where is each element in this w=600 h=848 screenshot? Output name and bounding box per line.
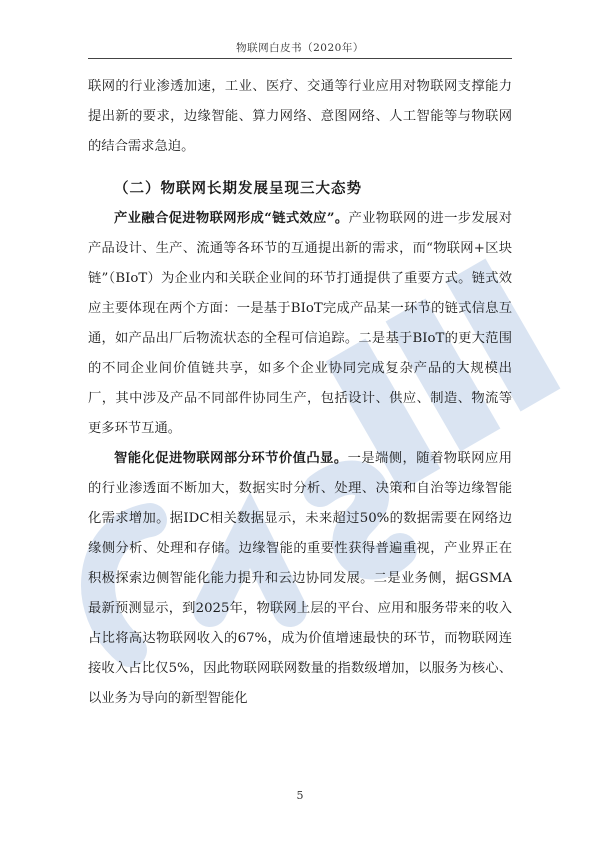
running-header: 物联网白皮书（2020年）	[236, 42, 364, 54]
paragraph-lead-chain-effect: 产业融合促进物联网形成“链式效应”。	[114, 211, 349, 226]
page-body	[88, 72, 512, 714]
paragraph-intelligence	[88, 444, 512, 714]
paragraph-body-intelligence: 一是端侧，随着物联网应用的行业渗透面不断加大，数据实时分析、处理、决策和自治等边缘智能化需求增加。据IDC相关数据显示，未来超过50%的数据需要在网络边缘侧分析、处理和存储。边缘智能的重要性获得普遍重视，产业界正在积极探索边侧智能化能力提升和云边协同发展。二是业务侧，据GSMA最新预测显示，到2025年，物联网上层的平台、应用和服务带来的收入占比将高达物联网收入的67%，成为价值增速最快的环节，而物联网连接收入占比仅5%，因此物联网联网数量的指数级增加，以服务为核心、以业务为导向的新型智能化	[88, 451, 513, 706]
paragraph-lead-intelligence: 智能化促进物联网部分环节价值凸显。	[114, 451, 348, 466]
section-heading: （二）物联网长期发展呈现三大态势	[114, 180, 362, 197]
header-divider	[88, 58, 512, 59]
paragraph-intro: 联网的行业渗透加速，工业、医疗、交通等行业应用对物联网支撑能力提出新的要求，边缘智能、算力网络、意图网络、人工智能等与物联网的结合需求急迫。	[88, 79, 512, 154]
page-number: 5	[296, 789, 304, 802]
paragraph-body-chain-effect: 产业物联网的进一步发展对产品设计、生产、流通等各环节的互通提出新的需求，而“物联网+区块链”（BIoT）为企业内和关联企业间的环节打通提供了重要方式。链式效应主要体现在两个方面：一是基于BIoT完成产品某一环节的链式信息互通，如产品出厂后物流状态的全程可信追踪。二是基于BIoT的更大范围的不同企业间价值链共享，如多个企业协同完成复杂产品的大规模出厂，其中涉及产品不同部件协同生产，包括设计、供应、制造、物流等更多环节互通。	[88, 211, 513, 436]
paragraph-chain-effect	[88, 204, 512, 444]
